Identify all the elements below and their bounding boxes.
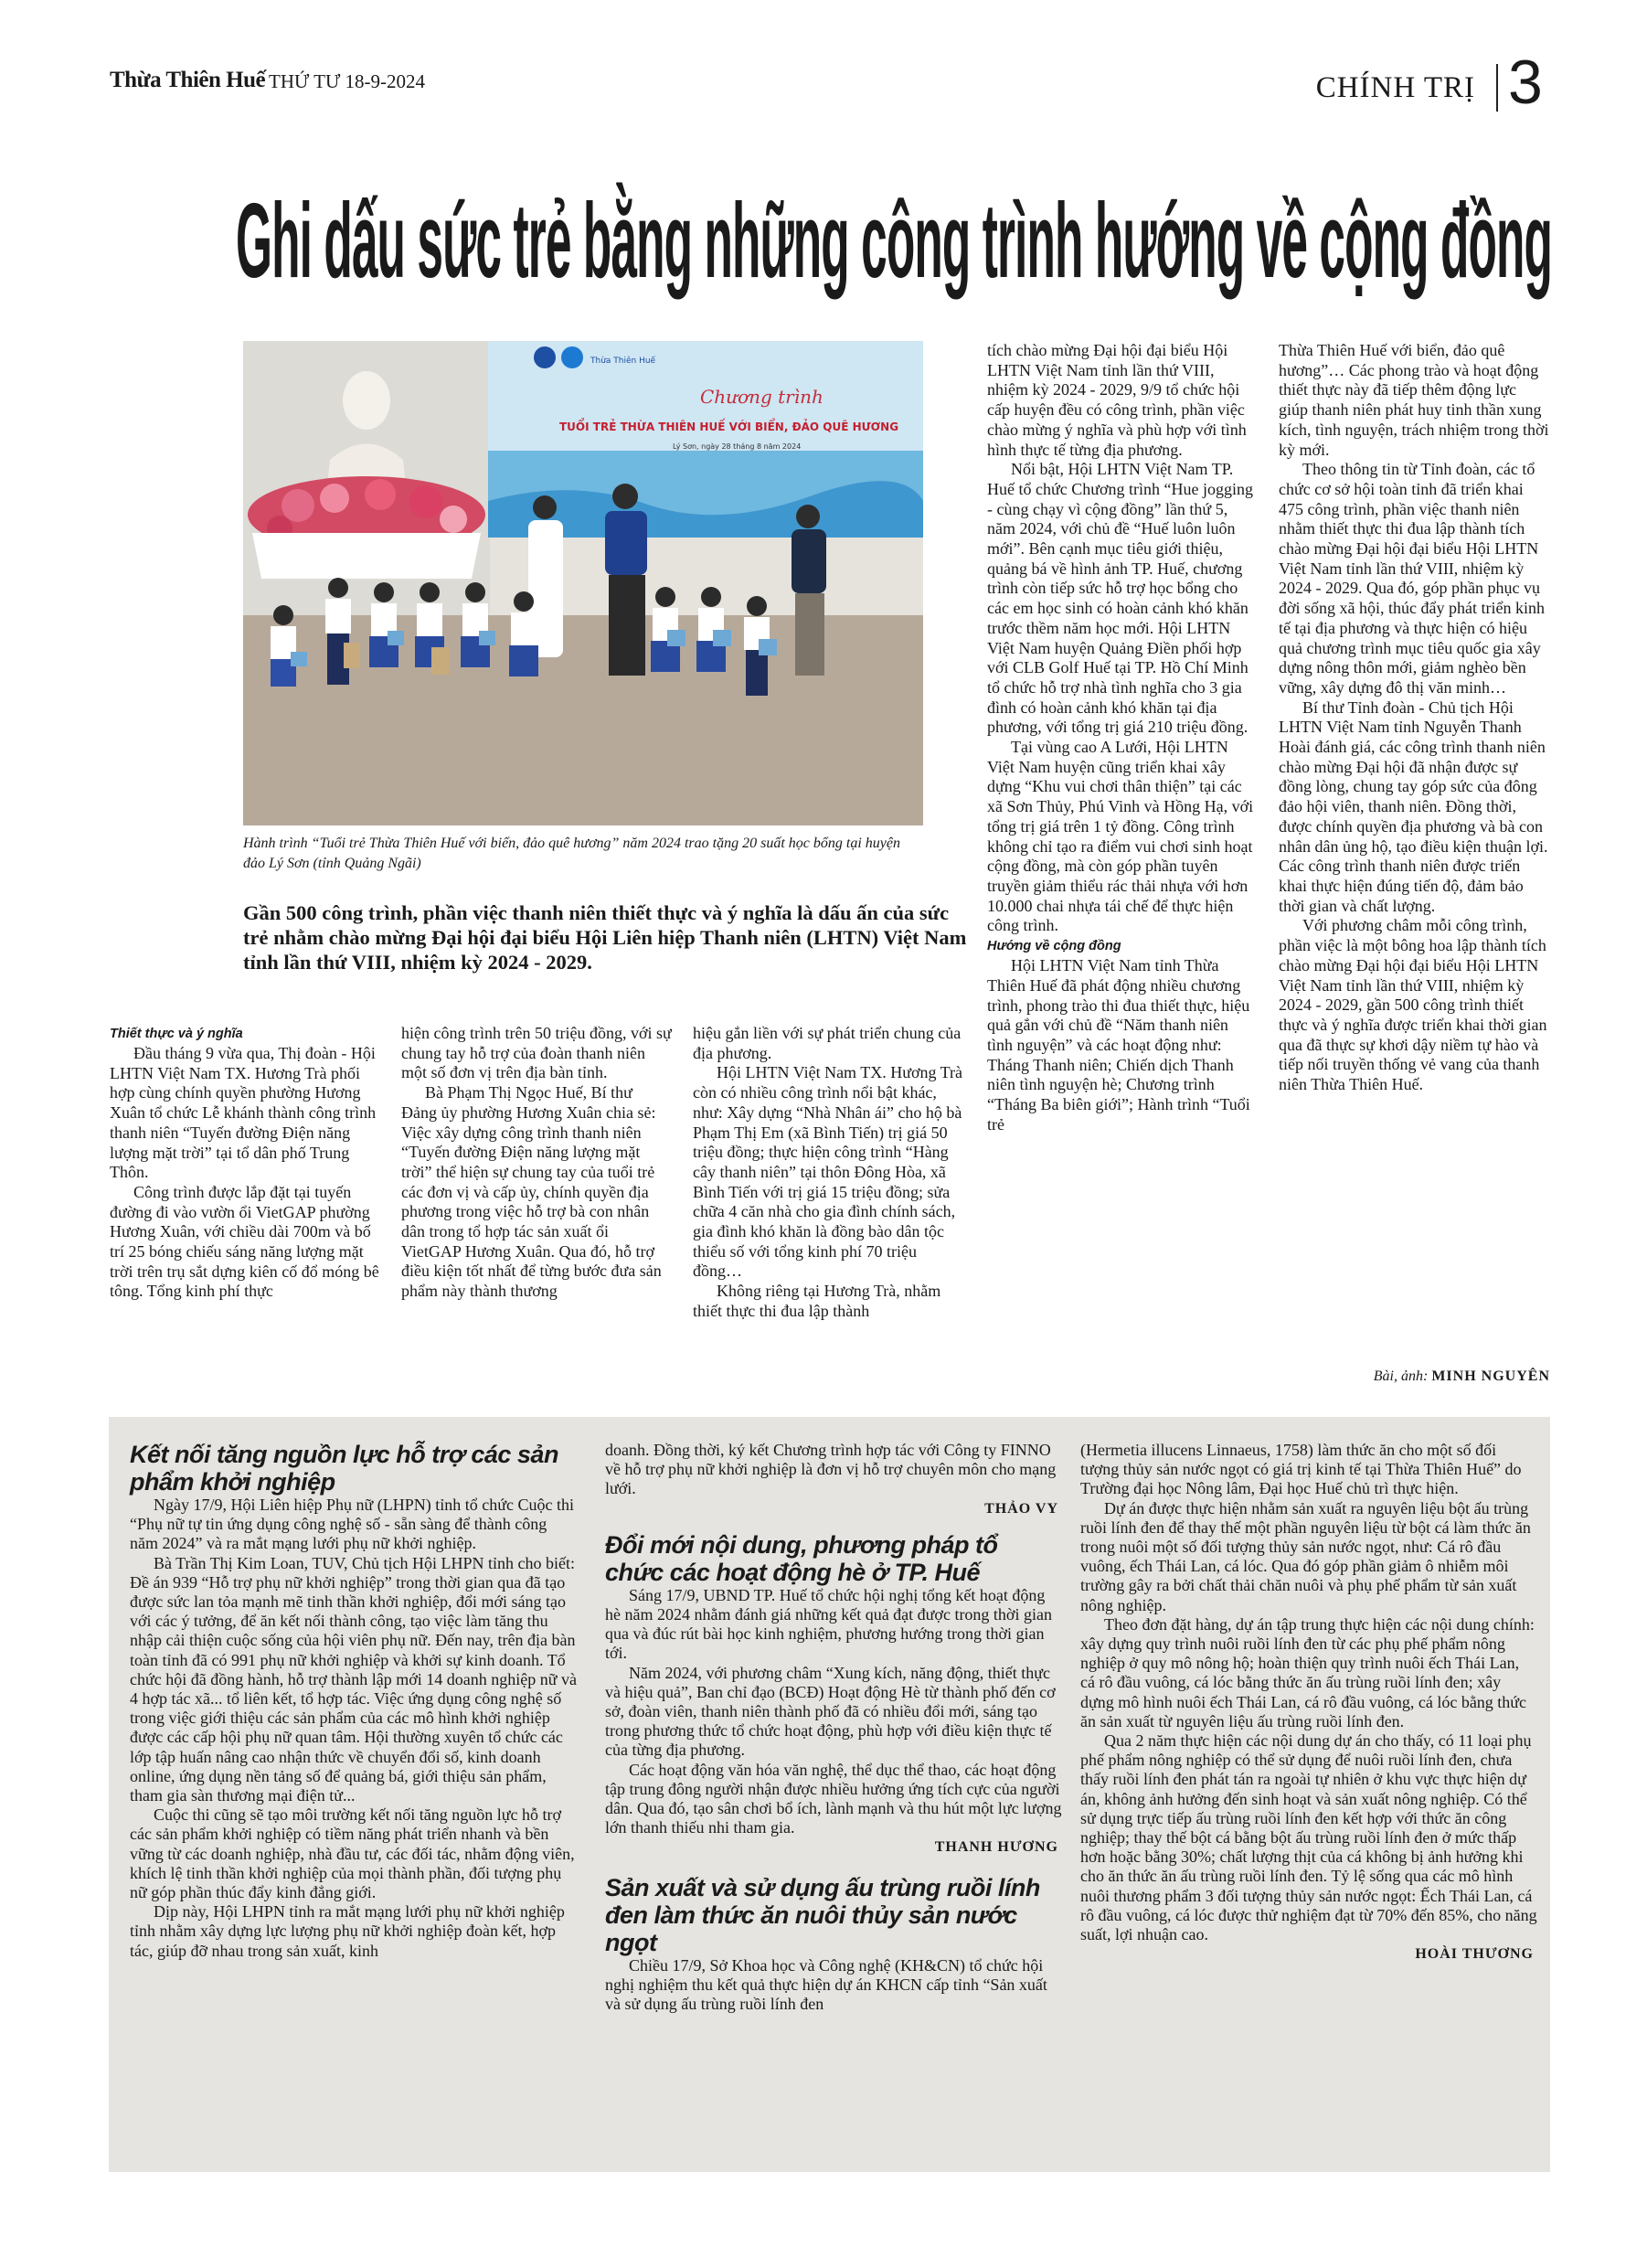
paragraph: Năm 2024, với phương châm “Xung kích, năng động, thiết thực và hiệu quả”, Ban chỉ đạo (BCĐ) Hoạt động Hè từ thành phố đến cơ sở, đoàn viên, thanh niên thành phố đã có nhiều đổi mới, sáng tạo trong phương thức tổ chức hoạt động, phù hợp với điều kiện thực tế của từng địa phương. bbox=[605, 1663, 1056, 1760]
paragraph: Các hoạt động văn hóa văn nghệ, thể dục thể thao, các hoạt động tập trung đông người nhận được nhiều hưởng ứng tích cực của người dân. Qua đó, tạo sân chơi bổ ích, lành mạnh và thu hút một lực lượng lớn thanh thiếu nhi tham gia. bbox=[605, 1760, 1062, 1837]
brief-column-2 bbox=[605, 1441, 1062, 2014]
paragraph: tích chào mừng Đại hội đại biểu Hội LHTN Việt Nam tỉnh lần thứ VIII, nhiệm kỳ 2024 - 2029, 9/9 tổ chức hội cấp huyện đều có công trình, phần việc chào mừng ý nghĩa và phù hợp với tình hình thực tế từng địa phương. bbox=[987, 341, 1247, 459]
brief-title-black-soldier-fly: Sản xuất và sử dụng ấu trùng ruồi lính đen làm thức ăn nuôi thủy sản nước ngọt bbox=[605, 1873, 1040, 1956]
headline-text: Ghi dấu sức trẻ bằng những công trình hướng về cộng đồng bbox=[236, 181, 1552, 300]
paragraph: hiệu gắn liền với sự phát triển chung của địa phương. bbox=[693, 1024, 962, 1062]
paragraph: (Hermetia illucens Linnaeus, 1758) làm thức ăn cho một số đối tượng thủy sản nước ngọt có giá trị kinh tế tại Thừa Thiên Huế” do Trường đại học Nông lâm, Đại học Huế chủ trì thực hiện. bbox=[1080, 1441, 1522, 1498]
paragraph: Không riêng tại Hương Trà, nhằm thiết thực thi đua lập thành bbox=[693, 1282, 941, 1320]
paragraph: Sáng 17/9, UBND TP. Huế tổ chức hội nghị tổng kết hoạt động hè năm 2024 nhằm đánh giá những kết quả đạt được trong thời gian qua và đúc rút bài học kinh nghiệm, phương hướng trong thời gian tới. bbox=[605, 1585, 1052, 1663]
paragraph: Theo đơn đặt hàng, dự án tập trung thực hiện các nội dung chính: xây dựng quy trình nuôi ruồi lính đen từ các phụ phế phẩm nông nghiệp ở quy mô nông hộ; hoàn thiện quy trình nuôi ếch Thái Lan, cá rô đầu vuông, cá lóc bằng thức ăn ấu trùng ruồi lính đen; xây dựng mô hình nuôi ếch Thái Lan, cá rô đầu vuông, cá lóc bằng thức ăn sản xuất từ nguyên liệu ấu trùng ruồi lính đen. bbox=[1080, 1614, 1535, 1730]
author-thanh-huong: THANH HƯƠNG bbox=[934, 1839, 1058, 1856]
paragraph: Thừa Thiên Huế với biển, đảo quê hương”… Các phong trào và hoạt động thiết thực này đã tiếp thêm động lực giúp thanh niên phát huy tinh thần xung kích, tình nguyện, trách nhiệm trong thời kỳ mới. bbox=[1279, 341, 1549, 459]
brief-title-summer: Đổi mới nội dung, phương pháp tổ chức các hoạt động hè ở TP. Huế bbox=[605, 1530, 998, 1586]
byline-name: MINH NGUYÊN bbox=[1431, 1368, 1550, 1384]
paragraph: Hội LHTN Việt Nam TX. Hương Trà còn có nhiều công trình nổi bật khác, như: Xây dựng “Nhà Nhân ái” cho hộ bà Phạm Thị Em (xã Bình Tiến) trị giá 50 triệu đồng; thực hiện công trình “Hàng cây thanh niên” tại thôn Đông Hòa, xã Bình Tiến với trị giá 15 triệu đồng; sửa chữa 4 căn nhà cho gia đình chính sách, gia đình khó khăn là đồng bào dân tộc thiểu số với tổng kinh phí 70 triệu đồng… bbox=[693, 1063, 963, 1281]
author-hoai-thuong: HOÀI THƯƠNG bbox=[1415, 1946, 1534, 1963]
article-photo bbox=[243, 341, 923, 825]
paragraph: doanh. Đồng thời, ký kết Chương trình hợp tác với Công ty FINNO về hỗ trợ phụ nữ khởi nghiệp là đơn vị hỗ trợ chuyên môn cho mạng lưới. bbox=[605, 1441, 1057, 1498]
byline-label: Bài, ảnh: bbox=[1373, 1368, 1429, 1384]
ceremony-illustration bbox=[243, 341, 923, 825]
headline bbox=[236, 172, 1552, 318]
article-column-1 bbox=[110, 1024, 380, 1302]
banner-title: Chương trình bbox=[700, 386, 824, 408]
article-column-2 bbox=[401, 1024, 672, 1302]
paragraph: Dự án được thực hiện nhằm sản xuất ra nguyên liệu bột ấu trùng ruồi lính đen để thay thế một phần nguyên liệu từ bột cá làm thức ăn trong nuôi một số đối tượng thủy sản nước ngọt, như: Cá rô đầu vuông, ếch Thái Lan, cá lóc. Qua đó góp phần giảm ô nhiễm môi trường gây ra bởi chất thải chăn nuôi và phụ phế phẩm từ sản xuất nông nghiệp. bbox=[1080, 1498, 1531, 1614]
banner-date: Lý Sơn, ngày 28 tháng 8 năm 2024 bbox=[673, 442, 802, 451]
brief-column-1 bbox=[130, 1441, 578, 1961]
article-column-4 bbox=[987, 341, 1258, 1134]
photo-caption: Hành trình “Tuổi trẻ Thừa Thiên Huế với biển, đảo quê hương” năm 2024 trao tặng 20 suất học bổng tại huyện đảo Lý Sơn (tỉnh Quảng Ngãi) bbox=[243, 836, 900, 871]
byline bbox=[1374, 1368, 1550, 1385]
paragraph: Cuộc thi cũng sẽ tạo môi trường kết nối tăng nguồn lực hỗ trợ các sản phẩm khởi nghiệp có tiềm năng phát triển nhanh và bền vững từ các doanh nghiệp, nhà đầu tư, các đối tác, nhằm động viên, khích lệ tinh thần khởi nghiệp của mọi thành phần, đối tượng phụ nữ góp phần thúc đẩy kinh đẳng giới. bbox=[130, 1805, 575, 1902]
header-divider bbox=[1496, 64, 1498, 112]
issue-date: THỨ TƯ 18-9-2024 bbox=[269, 70, 426, 92]
banner-text: TUỔI TRẺ THỪA THIÊN HUẾ VỚI BIỂN, ĐẢO QUÊ HƯƠNG bbox=[559, 421, 899, 433]
paragraph: hiện công trình trên 50 triệu đồng, với sự chung tay hỗ trợ của đoàn thanh niên một số đơn vị trên địa bàn tỉnh. bbox=[401, 1024, 672, 1082]
article-column-3 bbox=[693, 1024, 963, 1322]
article-column-5 bbox=[1279, 341, 1549, 1095]
paragraph: Qua 2 năm thực hiện các nội dung dự án cho thấy, có 11 loại phụ phế phẩm nông nghiệp có thể sử dụng để nuôi ruồi lính đen, chưa thấy ruồi lính đen phát tán ra ngoài tự nhiên ở khu vực thực hiện dự án, không ảnh hưởng đến sinh hoạt và sản xuất nông nghiệp. Có thể sử dụng trực tiếp ấu trùng ruồi lính đen kết hợp với thức ăn công nghiệp; thay thế bột cá bằng bột ấu trùng ruồi lính đen ở mức thấp hơn hoặc bằng 30%; chất lượng thịt của cá không bị ảnh hưởng khi cho ăn thức ăn ấu trùng ruồi lính đen. Tỷ lệ sống qua các mô hình nuôi thương phẩm 3 đối tượng thủy sản nước ngọt: Ếch Thái Lan, cá rô đầu vuông, cá lóc được thử nghiệm đạt từ 70% đến 85%, cho năng suất, lợi nhuận cao. bbox=[1080, 1731, 1537, 1944]
brief-column-3 bbox=[1080, 1441, 1537, 1964]
subhead-practical: Thiết thực và ý nghĩa bbox=[110, 1027, 243, 1041]
paragraph: Ngày 17/9, Hội Liên hiệp Phụ nữ (LHPN) tỉnh tổ chức Cuộc thi “Phụ nữ tự tin ứng dụng công nghệ số - sẵn sàng để thành công năm 2024” và ra mắt mạng lưới phụ nữ khởi nghiệp. bbox=[130, 1496, 574, 1553]
paragraph: Hội LHTN Việt Nam tỉnh Thừa Thiên Huế đã phát động nhiều chương trình, phong trào thi đua thiết thực, hiệu quả gắn với chủ đề “Năm thanh niên tình nguyện” và các hoạt động như: Tháng Thanh niên; Chiến dịch Thanh niên tình nguyện hè; Chương trình “Tháng Ba biên giới”; Hành trình “Tuổi trẻ bbox=[987, 956, 1250, 1134]
lead-paragraph: Gần 500 công trình, phần việc thanh niên thiết thực và ý nghĩa là dấu ấn của sức trẻ nhằm chào mừng Đại hội đại biểu Hội Liên hiệp Thanh niên (LHTN) Việt Nam tỉnh lần thứ VIII, nhiệm kỳ 2024 - 2029. bbox=[243, 901, 967, 974]
subhead-community: Hướng về cộng đồng bbox=[987, 939, 1121, 954]
paragraph: Chiều 17/9, Sở Khoa học và Công nghệ (KH&CN) tổ chức hội nghị nghiệm thu kết quả thực hiện dự án KHCN cấp tỉnh “Sản xuất và sử dụng ấu trùng ruồi lính đen bbox=[605, 1955, 1047, 2014]
paragraph: Bà Trần Thị Kim Loan, TUV, Chủ tịch Hội LHPN tỉnh cho biết: Đề án 939 “Hỗ trợ phụ nữ khởi nghiệp” trong thời gian qua đã tạo được sức lan tỏa mạnh mẽ tinh thần khởi nghiệp, đổi mới sáng tạo với các ý tưởng, để ăn kết nối thành công, tạo việc làm tăng thu nhập cải thiện cuộc sống của hội viên phụ nữ. Đến nay, trên địa bàn toàn tỉnh đã có 991 phụ nữ khởi nghiệp và khởi sự kinh doanh. Tổ chức hội đã đồng hành, hỗ trợ thành lập mới 14 doanh nghiệp nữ và 4 hợp tác xã... tổ liên kết, tổ hợp tác. Việc ứng dụng công nghệ số trong việc giới thiệu các sản phẩm của các mô hình khởi nghiệp được các cấp hội phụ nữ quan tâm. Hội thường xuyên tổ chức các lớp tập huấn nâng cao nhận thức về chuyển đổi số, kinh doanh online, ứng dụng nền tảng số để quảng bá, giới thiệu sản phẩm, tham gia sàn thương mại điện tử... bbox=[130, 1553, 577, 1805]
paragraph: Tại vùng cao A Lưới, Hội LHTN Việt Nam huyện cũng triển khai xây dựng “Khu vui chơi thân thiện” tại các xã Sơn Thủy, Phú Vinh và Hồng Hạ, với tổng trị giá trên 1 tỷ đồng. Công trình không chỉ tạo ra điểm vui chơi sinh hoạt cộng đồng, mà còn góp phần tuyên truyền giảm thiểu rác thải nhựa với hơn 10.000 chai nhựa tái chế để thực hiện công trình. bbox=[987, 738, 1254, 935]
paragraph: Dịp này, Hội LHPN tỉnh ra mắt mạng lưới phụ nữ khởi nghiệp tỉnh nhằm xây dựng lực lượng phụ nữ khởi nghiệp đoàn kết, hợp tác, giúp đỡ nhau trong sản xuất, kinh bbox=[130, 1902, 565, 1960]
newspaper-name: Thừa Thiên Huế bbox=[110, 68, 266, 92]
paragraph: Công trình được lắp đặt tại tuyến đường đi vào vườn ổi VietGAP phường Hương Xuân, với chiều dài 700m và bố trí 25 bóng chiếu sáng năng lượng mặt trời trên trụ sắt dựng kiên cố đổ móng bê tông. Tổng kinh phí thực bbox=[110, 1182, 379, 1301]
paragraph: Bà Phạm Thị Ngọc Huế, Bí thư Đảng ủy phường Hương Xuân chia sẻ: Việc xây dựng công trình thanh niên “Tuyến đường Điện năng lượng mặt trời” thể hiện sự chung tay của tuổi trẻ các đơn vị và cấp ủy, chính quyền địa phương trong việc hỗ trợ bà con nhân dân trong tổ hợp tác sản xuất ổi VietGAP Hương Xuân. Qua đó, hỗ trợ điều kiện tốt nhất để từng bước đưa sản phẩm này thành thương bbox=[401, 1083, 662, 1301]
paragraph: Nổi bật, Hội LHTN Việt Nam TP. Huế tổ chức Chương trình “Hue jogging - cùng chạy vì cộng đồng” lần thứ 5, năm 2024, với chủ đề “Huế luôn luôn mới”. Bên cạnh mục tiêu giới thiệu, quảng bá về hình ảnh TP. Huế, chương trình còn tiếp sức hỗ trợ học bổng cho các em học sinh có hoàn cảnh khó khăn trước thềm năm học mới. Hội LHTN Việt Nam huyện Quảng Điền phối hợp với CLB Golf Huế tại TP. Hồ Chí Minh tổ chức hỗ trợ nhà tình nghĩa cho 3 gia đình có hoàn cảnh khó khăn tại địa phương, với tổng trị giá 210 triệu đồng. bbox=[987, 460, 1253, 737]
paragraph: Bí thư Tỉnh đoàn - Chủ tịch Hội LHTN Việt Nam tỉnh Nguyễn Thanh Hoài đánh giá, các công trình thanh niên chào mừng Đại hội đã nhận được sự đồng lòng, chung tay góp sức của đông đảo hội viên, thanh niên. Đồng thời, được chính quyền địa phương và bà con nhân dân ủng hộ, tạo điều kiện thuận lợi. Các công trình thanh niên được triển khai thực hiện đúng tiến độ, đảm bảo thời gian và chất lượng. bbox=[1279, 697, 1548, 915]
paragraph: Với phương châm mỗi công trình, phần việc là một bông hoa lập thành tích chào mừng Đại hội đại biểu Hội LHTN Việt Nam tỉnh lần thứ VIII, nhiệm kỳ 2024 - 2029, gần 500 công trình thiết thực và ý nghĩa được triển khai thời gian qua đã thực sự khơi dậy niềm tự hào và tiếp nối truyền thống vẻ vang của thanh niên Thừa Thiên Huế. bbox=[1279, 916, 1547, 1094]
page-number: 3 bbox=[1508, 48, 1543, 117]
paragraph: Theo thông tin từ Tỉnh đoàn, các tổ chức cơ sở hội toàn tỉnh đã triển khai 475 công trình, phần việc thanh niên nhằm thiết thực thi đua lập thành tích chào mừng Đại hội đại biểu Hội LHTN Việt Nam tỉnh lần thứ VIII, nhiệm kỳ 2024 - 2029. Qua đó, góp phần phục vụ đời sống xã hội, thúc đẩy phát triển kinh tế tại địa phương và thực hiện có hiệu quả chương trình mục tiêu quốc gia xây dựng nông thôn mới, giảm nghèo bền vững, xây dựng đô thị văn minh… bbox=[1279, 460, 1545, 697]
author-thao-vy: THẢO VY bbox=[984, 1500, 1058, 1517]
banner-small-text: Thừa Thiên Huế bbox=[590, 357, 656, 366]
section-name: CHÍNH TRỊ bbox=[1315, 71, 1475, 104]
paragraph: Đầu tháng 9 vừa qua, Thị đoàn - Hội LHTN Việt Nam TX. Hương Trà phối hợp cùng chính quyền phường Hương Xuân tổ chức Lễ khánh thành công trình thanh niên “Tuyến đường Điện năng lượng mặt trời” tại tổ dân phố Trung Thôn. bbox=[110, 1044, 377, 1182]
brief-title-startup: Kết nối tăng nguồn lực hỗ trợ các sản phẩm khởi nghiệp bbox=[130, 1441, 558, 1496]
